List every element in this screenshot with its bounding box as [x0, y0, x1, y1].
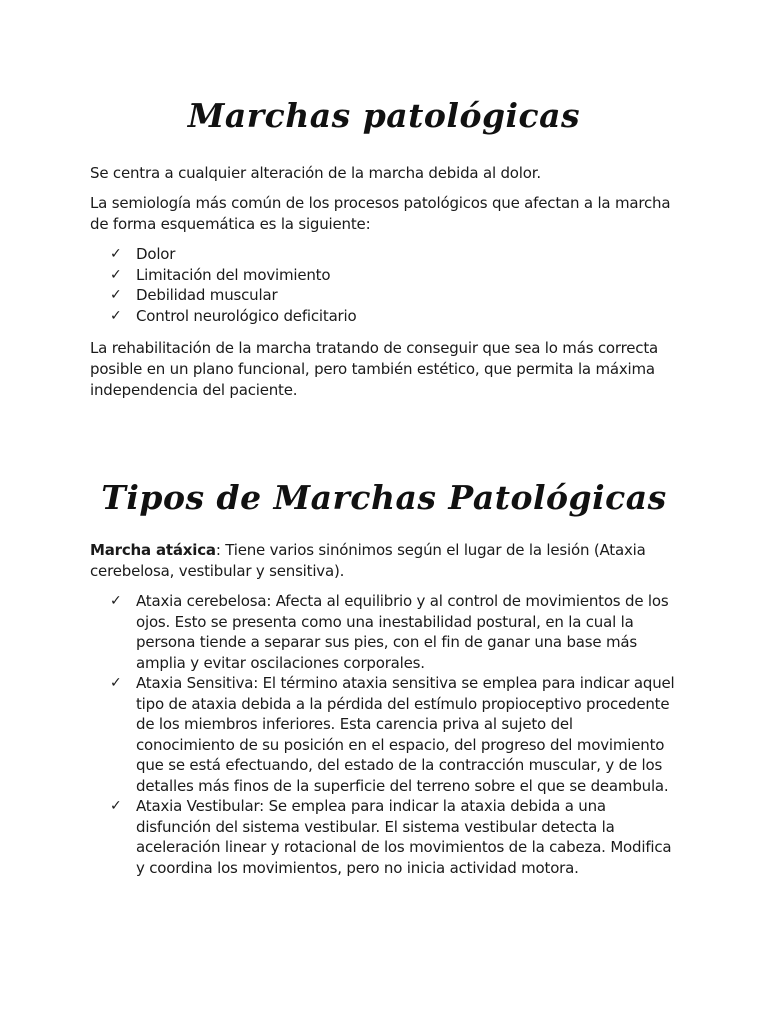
- list-item-text: Debilidad muscular: [136, 286, 278, 304]
- check-icon: ✓: [110, 246, 122, 262]
- list-item-text: Ataxia Sensitiva: El término ataxia sensitiva se emplea para indicar aquel tipo de ataxia debida a la pérdida del estímulo propioceptivo procedente de los miembros inferiores. Esta carencia priva al sujeto del conocimiento de su posición en el espacio, del progreso del movimiento que se está efectuando, del estado de la contracción muscular, y de los detalles más finos de la superficie del terreno sobre el que se deambula.: [136, 674, 675, 795]
- list-item: [110, 306, 356, 327]
- marcha-ataxica-label: Marcha atáxica: [90, 541, 216, 559]
- check-icon: ✓: [110, 307, 122, 324]
- list-item: [110, 285, 356, 306]
- semiologia-checklist: [110, 244, 356, 326]
- marcha-ataxica-text: : Tiene varios sinónimos según el lugar de la lesión (Ataxia cerebelosa, vestibular y sensitiva).: [90, 541, 646, 580]
- list-item: [110, 796, 676, 878]
- intro-paragraph: Se centra a cualquier alteración de la marcha debida al dolor.: [90, 164, 541, 182]
- check-icon: ✓: [110, 266, 122, 283]
- list-item: [110, 244, 356, 265]
- section-title: Tipos de Marchas Patológicas: [101, 478, 667, 517]
- page-title: Marchas patológicas: [187, 96, 581, 135]
- list-item: [110, 673, 676, 796]
- check-icon: ✓: [110, 593, 122, 609]
- check-icon: ✓: [110, 798, 122, 814]
- list-item-text: Ataxia cerebelosa: Afecta al equilibrio y al control de movimientos de los ojos. Esto se presenta como una inestabilidad postural, en la cual la persona tiende a separar sus pies, con el fin de ganar una base más amplia y evitar oscilaciones corporales.: [136, 592, 669, 672]
- rehabilitacion-paragraph: La rehabilitación de la marcha tratando de conseguir que sea lo más correcta posible en un plano funcional, pero también estético, que permita la máxima independencia del paciente.: [90, 339, 658, 399]
- ataxia-checklist: [110, 591, 676, 878]
- list-item-text: Limitación del movimiento: [136, 265, 331, 284]
- semiologia-paragraph: La semiología más común de los procesos patológicos que afectan a la marcha de forma esquemática es la siguiente:: [90, 194, 671, 233]
- list-item-text: Dolor: [136, 245, 176, 263]
- check-icon: ✓: [110, 675, 122, 691]
- list-item: [110, 265, 356, 286]
- list-item-text: Ataxia Vestibular: Se emplea para indicar la ataxia debida a una disfunción del sistema vestibular. El sistema vestibular detecta la aceleración linear y rotacional de los movimientos de la cabeza. Modifica y coordina los movimientos, pero no inicia actividad motora.: [136, 797, 672, 877]
- list-item-text: Control neurológico deficitario: [136, 306, 357, 325]
- check-icon: ✓: [110, 287, 122, 303]
- list-item: [110, 591, 676, 673]
- marcha-ataxica-paragraph: [90, 540, 680, 582]
